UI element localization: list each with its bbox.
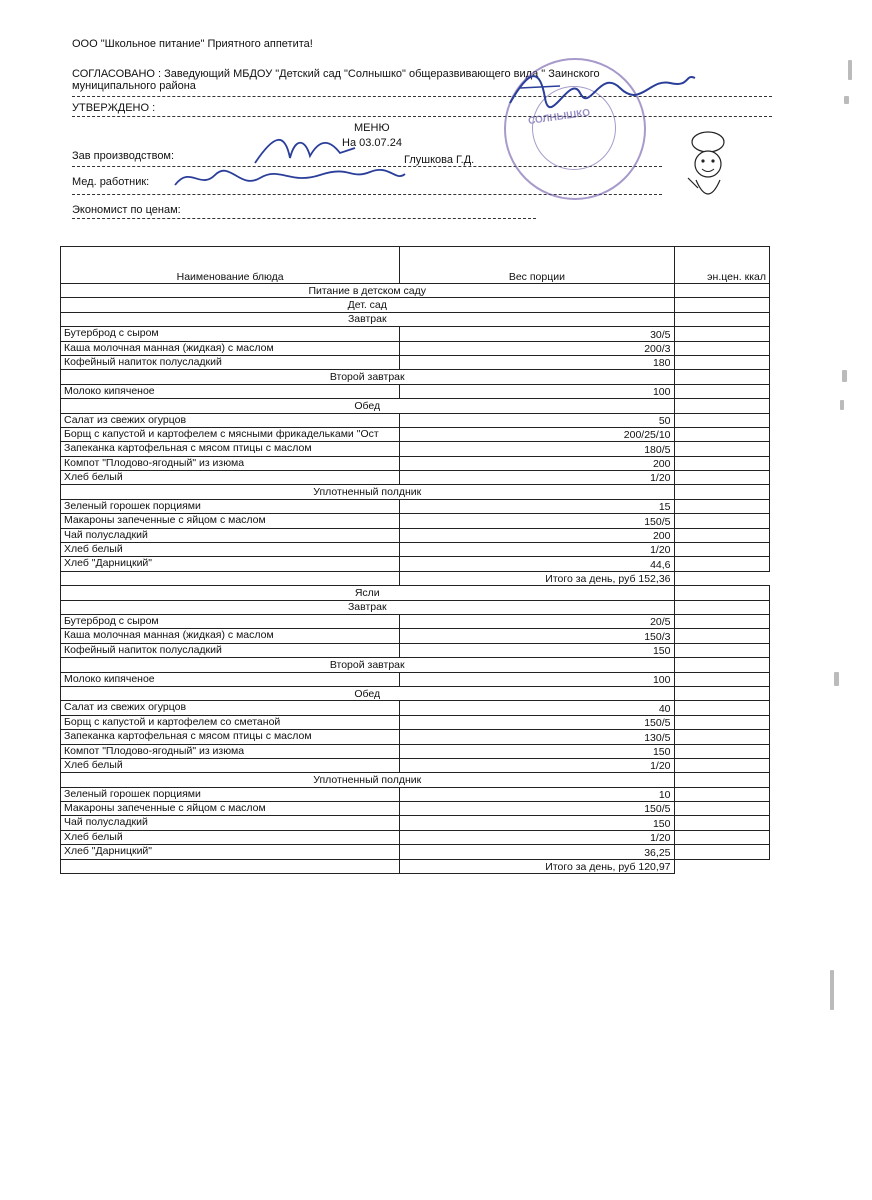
section-row [61,686,770,700]
section-row [61,298,770,312]
dish-name: Каша молочная манная (жидкая) с маслом [61,341,400,355]
dish-row [61,614,770,628]
dish-weight: 100 [400,384,674,398]
dish-weight: 180/5 [400,442,674,456]
energy-cell [674,543,770,557]
energy-cell [674,773,770,787]
medic-signature [170,160,410,196]
energy-cell [674,370,770,384]
day-total: Итого за день, руб 120,97 [400,859,674,873]
dish-name: Бутерброд с сыром [61,614,400,628]
energy-cell [674,730,770,744]
dish-weight: 200 [400,528,674,542]
stamp-text: СОЛНЫШКО [527,107,591,128]
section-row [61,600,770,614]
section-label: Завтрак [61,312,675,326]
section-row [61,658,770,672]
energy-cell [674,485,770,499]
energy-cell [674,787,770,801]
energy-cell [674,399,770,413]
dish-row [61,643,770,657]
dish-name: Запеканка картофельная с мясом птицы с маслом [61,730,400,744]
dish-name: Запеканка картофельная с мясом птицы с маслом [61,442,400,456]
dish-weight: 150 [400,643,674,657]
dish-row [61,413,770,427]
section-label: Завтрак [61,600,675,614]
total-blank [61,571,400,585]
section-label: Второй завтрак [61,370,675,384]
dish-weight: 36,25 [400,845,674,859]
energy-cell [674,456,770,470]
dish-weight: 50 [400,413,674,427]
dish-row [61,341,770,355]
company-line: ООО "Школьное питание" Приятного аппетита! [72,38,313,50]
energy-cell [674,341,770,355]
section-row [61,284,770,298]
dish-name: Кофейный напиток полусладкий [61,355,400,369]
dish-weight: 10 [400,787,674,801]
dish-name: Кофейный напиток полусладкий [61,643,400,657]
dish-row [61,816,770,830]
approved-line-2: муниципального района [72,80,196,92]
dish-name: Компот "Плодово-ягодный" из изюма [61,456,400,470]
section-row [61,399,770,413]
dish-name: Молоко кипяченое [61,384,400,398]
energy-cell [674,830,770,844]
energy-cell [674,284,770,298]
energy-cell [674,586,770,600]
section-label: Дет. сад [61,298,675,312]
dish-weight: 1/20 [400,471,674,485]
section-row [61,773,770,787]
dish-name: Хлеб "Дарницкий" [61,557,400,571]
section-row [61,312,770,326]
energy-cell [674,845,770,859]
dish-row [61,514,770,528]
dish-weight: 150/5 [400,715,674,729]
energy-cell [674,658,770,672]
dish-row [61,730,770,744]
energy-cell [674,686,770,700]
dish-row [61,327,770,341]
energy-cell [674,384,770,398]
dish-weight: 1/20 [400,830,674,844]
dish-name: Салат из свежих огурцов [61,701,400,715]
section-row [61,370,770,384]
section-label: Обед [61,686,675,700]
section-row [61,485,770,499]
table-header-row [61,247,770,284]
energy-cell [674,802,770,816]
total-row [61,859,770,873]
menu-table [60,246,770,874]
energy-cell [674,312,770,326]
dish-name: Зеленый горошек порциями [61,787,400,801]
energy-cell [674,715,770,729]
dish-row [61,557,770,571]
section-label: Уплотненный полдник [61,485,675,499]
dish-name: Чай полусладкий [61,528,400,542]
dish-weight: 30/5 [400,327,674,341]
menu-body [61,284,770,874]
dish-name: Молоко кипяченое [61,672,400,686]
dish-row [61,744,770,758]
dish-weight: 1/20 [400,758,674,772]
dish-weight: 150 [400,816,674,830]
dish-weight: 200/25/10 [400,427,674,441]
energy-cell [674,758,770,772]
scan-mark [834,672,839,686]
dish-row [61,715,770,729]
dish-weight: 40 [400,701,674,715]
total-blank [61,859,400,873]
dish-row [61,355,770,369]
energy-cell [674,355,770,369]
energy-cell [674,514,770,528]
dish-name: Бутерброд с сыром [61,327,400,341]
energy-cell [674,816,770,830]
approved-line-1: СОГЛАСОВАНО : Заведующий МБДОУ "Детский сад "Солнышко" общеразвивающего вида " Заинского [72,68,600,80]
dish-weight: 100 [400,672,674,686]
scan-mark [842,370,847,382]
dish-weight: 150/3 [400,629,674,643]
dish-row [61,528,770,542]
dish-row [61,499,770,513]
economist-label: Экономист по ценам: [72,204,181,216]
dish-weight: 200/3 [400,341,674,355]
dish-name: Макароны запеченные с яйцом с маслом [61,802,400,816]
medic-label: Мед. работник: [72,176,150,188]
energy-cell [674,327,770,341]
energy-cell [674,614,770,628]
energy-cell [674,471,770,485]
dish-name: Компот "Плодово-ягодный" из изюма [61,744,400,758]
dish-row [61,758,770,772]
scan-mark [840,400,844,410]
dish-row [61,471,770,485]
confirmed-label: УТВЕРЖДЕНО : [72,102,156,114]
energy-cell [674,672,770,686]
dish-weight: 15 [400,499,674,513]
dish-weight: 150 [400,744,674,758]
dish-name: Макароны запеченные с яйцом с маслом [61,514,400,528]
dish-name: Хлеб белый [61,543,400,557]
dish-row [61,701,770,715]
dish-name: Борщ с капустой и картофелем со сметаной [61,715,400,729]
dish-weight: 200 [400,456,674,470]
dish-name: Каша молочная манная (жидкая) с маслом [61,629,400,643]
energy-cell [674,298,770,312]
energy-cell [674,413,770,427]
scan-mark [844,96,849,104]
dish-weight: 180 [400,355,674,369]
production-head-label: Зав производством: [72,150,175,162]
section-label: Второй завтрак [61,658,675,672]
dish-weight: 150/5 [400,802,674,816]
dish-row [61,672,770,686]
energy-cell [674,557,770,571]
dish-row [61,384,770,398]
dish-row [61,802,770,816]
dish-name: Борщ с капустой и картофелем с мясными фрикадельками "Ост [61,427,400,441]
energy-cell [674,528,770,542]
energy-cell [674,744,770,758]
dish-row [61,845,770,859]
chef-mascot-icon [680,128,736,212]
director-signature [500,58,700,118]
energy-cell [674,427,770,441]
dish-row [61,629,770,643]
menu-title: МЕНЮ [354,122,390,134]
energy-cell [674,629,770,643]
dish-name: Салат из свежих огурцов [61,413,400,427]
menu-date: На 03.07.24 [342,137,402,149]
dish-name: Чай полусладкий [61,816,400,830]
dish-name: Хлеб белый [61,830,400,844]
column-header-energy: эн.цен. ккал [674,247,770,284]
dish-row [61,456,770,470]
dish-weight: 1/20 [400,543,674,557]
dish-name: Зеленый горошек порциями [61,499,400,513]
section-label: Обед [61,399,675,413]
energy-cell [674,643,770,657]
dish-name: Хлеб белый [61,471,400,485]
energy-cell [674,442,770,456]
dish-row [61,543,770,557]
section-label: Питание в детском саду [61,284,675,298]
column-header-weight: Вес порции [400,247,674,284]
dish-row [61,787,770,801]
energy-cell [674,701,770,715]
day-total: Итого за день, руб 152,36 [400,571,674,585]
energy-cell [674,499,770,513]
dish-weight: 130/5 [400,730,674,744]
dish-row [61,427,770,441]
section-row [61,586,770,600]
divider [72,218,536,219]
section-label: Ясли [61,586,675,600]
energy-cell [674,600,770,614]
dish-row [61,830,770,844]
dish-row [61,442,770,456]
section-label: Уплотненный полдник [61,773,675,787]
dish-weight: 20/5 [400,614,674,628]
dish-weight: 44,6 [400,557,674,571]
production-head-name: Глушкова Г.Д. [404,154,475,166]
scan-mark [848,60,852,80]
scan-mark [830,970,834,1010]
dish-weight: 150/5 [400,514,674,528]
dish-name: Хлеб "Дарницкий" [61,845,400,859]
dish-name: Хлеб белый [61,758,400,772]
column-header-dish: Наименование блюда [61,247,400,284]
total-row [61,571,770,585]
